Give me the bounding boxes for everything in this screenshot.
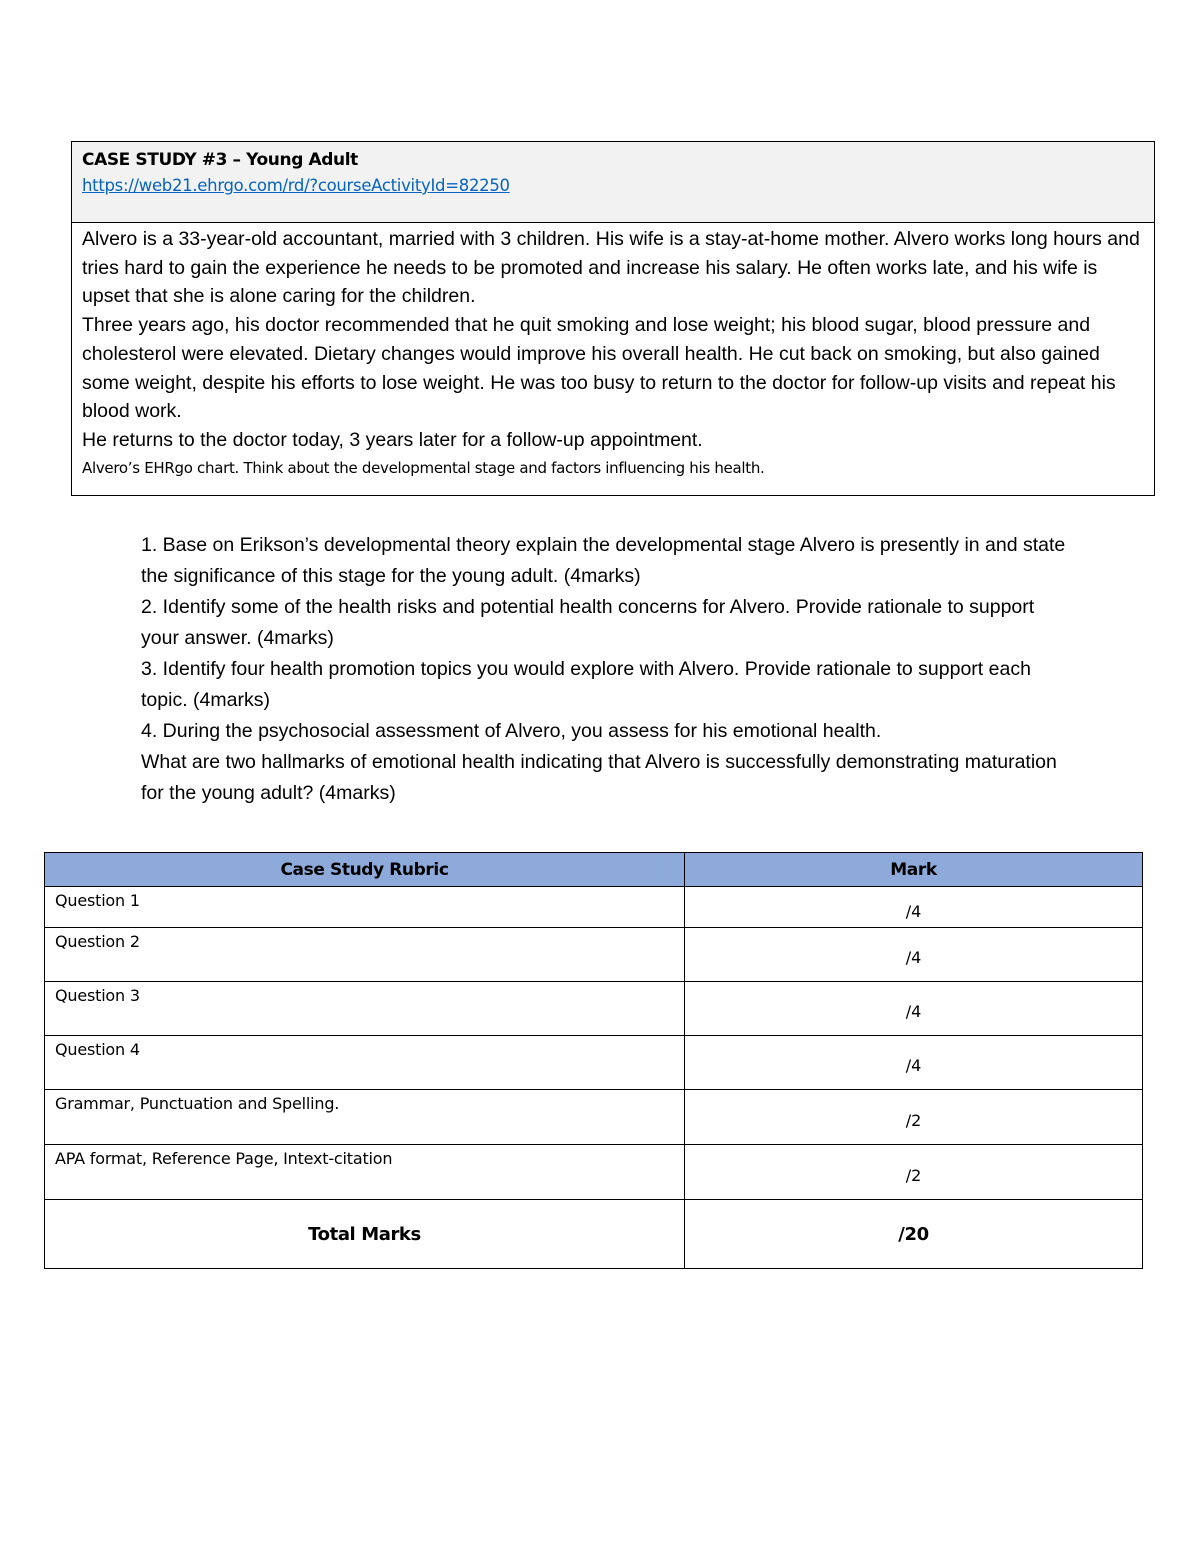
rubric-mark: /4 xyxy=(685,1036,1143,1090)
rubric-table xyxy=(44,852,1143,1269)
rubric-mark: /2 xyxy=(685,1090,1143,1145)
question-4-followup: What are two hallmarks of emotional health indicating that Alvero is successfully demonstrating maturation for the young adult? (4marks) xyxy=(141,751,1057,804)
table-row xyxy=(45,1145,1143,1200)
case-study-box xyxy=(71,141,1155,496)
rubric-header-criteria: Case Study Rubric xyxy=(45,853,685,887)
case-paragraph-background: Alvero is a 33-year-old accountant, married with 3 children. His wife is a stay-at-home mother. Alvero works long hours and tries hard to gain the experience he needs to be promoted and increase his salary. He often works late, and his wife is upset that she is alone caring for the children. xyxy=(82,228,1140,308)
question-3: 3. Identify four health promotion topics you would explore with Alvero. Provide rationale to support each topic. (4marks) xyxy=(141,658,1031,711)
rubric-mark: /4 xyxy=(685,982,1143,1036)
case-paragraph-followup: He returns to the doctor today, 3 years later for a follow-up appointment. xyxy=(82,428,703,451)
question-4: 4. During the psychosocial assessment of Alvero, you assess for his emotional health. xyxy=(141,720,882,742)
table-row xyxy=(45,982,1143,1036)
rubric-mark: /2 xyxy=(685,1145,1143,1200)
rubric-criterion: Grammar, Punctuation and Spelling. xyxy=(45,1090,685,1145)
case-study-body xyxy=(72,223,1154,495)
table-row xyxy=(45,928,1143,982)
table-row xyxy=(45,1090,1143,1145)
rubric-header-mark: Mark xyxy=(685,853,1143,887)
ehrgo-link[interactable]: https://web21.ehrgo.com/rd/?courseActivityId=82250 xyxy=(82,176,510,195)
rubric-mark: /4 xyxy=(685,928,1143,982)
rubric-criterion: Question 4 xyxy=(45,1036,685,1090)
question-2: 2. Identify some of the health risks and potential health concerns for Alvero. Provide rationale to support your answer. (4marks) xyxy=(141,596,1035,649)
rubric-criterion: Question 2 xyxy=(45,928,685,982)
rubric-criterion: Question 3 xyxy=(45,982,685,1036)
table-row xyxy=(45,887,1143,928)
rubric-header-row xyxy=(45,853,1143,887)
question-list xyxy=(141,530,1071,809)
rubric-criterion: APA format, Reference Page, Intext-citation xyxy=(45,1145,685,1200)
rubric-criterion: Question 1 xyxy=(45,887,685,928)
table-row xyxy=(45,1036,1143,1090)
rubric-mark: /4 xyxy=(685,887,1143,928)
case-study-header xyxy=(72,142,1154,223)
rubric-total-label: Total Marks xyxy=(45,1200,685,1269)
case-study-title: CASE STUDY #3 – Young Adult xyxy=(82,150,358,170)
rubric-total-mark: /20 xyxy=(685,1200,1143,1269)
rubric-total-row xyxy=(45,1200,1143,1269)
question-1: 1. Base on Erikson’s developmental theory explain the developmental stage Alvero is presently in and state the significance of this stage for the young adult. (4marks) xyxy=(141,534,1066,587)
case-note: Alvero’s EHRgo chart. Think about the developmental stage and factors influencing his health. xyxy=(82,458,765,477)
case-paragraph-history: Three years ago, his doctor recommended that he quit smoking and lose weight; his blood sugar, blood pressure and cholesterol were elevated. Dietary changes would improve his overall health. He cut back on smoking, but also gained some weight, despite his efforts to lose weight. He was too busy to return to the doctor for follow-up visits and repeat his blood work. xyxy=(82,314,1116,423)
